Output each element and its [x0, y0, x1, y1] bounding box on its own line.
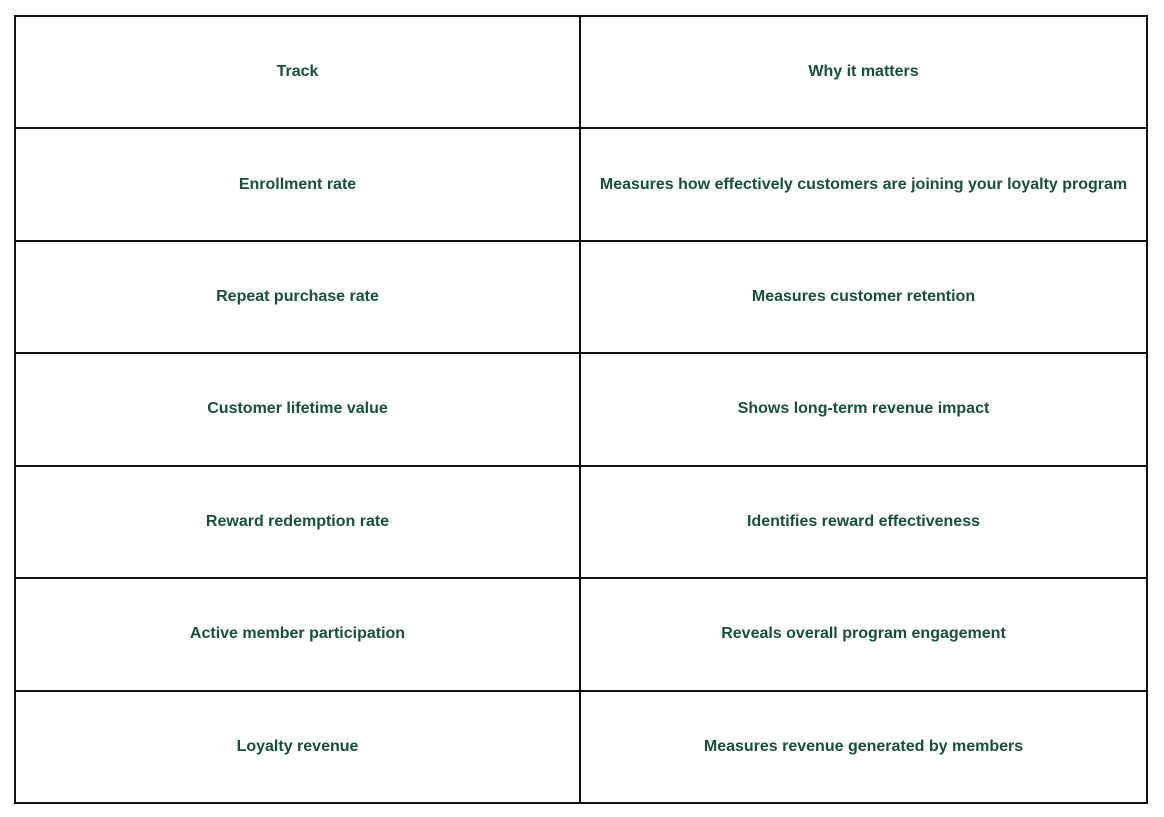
- header-why-it-matters: Why it matters: [580, 16, 1147, 128]
- loyalty-metrics-table: [14, 15, 1148, 804]
- table-header-row: [15, 16, 1147, 128]
- table-row: [15, 128, 1147, 240]
- track-cell: Customer lifetime value: [15, 353, 580, 465]
- track-cell: Loyalty revenue: [15, 691, 580, 803]
- table-row: [15, 691, 1147, 803]
- header-track: Track: [15, 16, 580, 128]
- why-cell: Measures customer retention: [580, 241, 1147, 353]
- table-row: [15, 578, 1147, 690]
- why-cell: Reveals overall program engagement: [580, 578, 1147, 690]
- track-cell: Enrollment rate: [15, 128, 580, 240]
- track-cell: Reward redemption rate: [15, 466, 580, 578]
- why-cell: Measures how effectively customers are joining your loyalty program: [580, 128, 1147, 240]
- table-row: [15, 466, 1147, 578]
- why-cell: Measures revenue generated by members: [580, 691, 1147, 803]
- why-cell: Identifies reward effectiveness: [580, 466, 1147, 578]
- track-cell: Active member participation: [15, 578, 580, 690]
- why-cell: Shows long-term revenue impact: [580, 353, 1147, 465]
- table-row: [15, 353, 1147, 465]
- table-row: [15, 241, 1147, 353]
- track-cell: Repeat purchase rate: [15, 241, 580, 353]
